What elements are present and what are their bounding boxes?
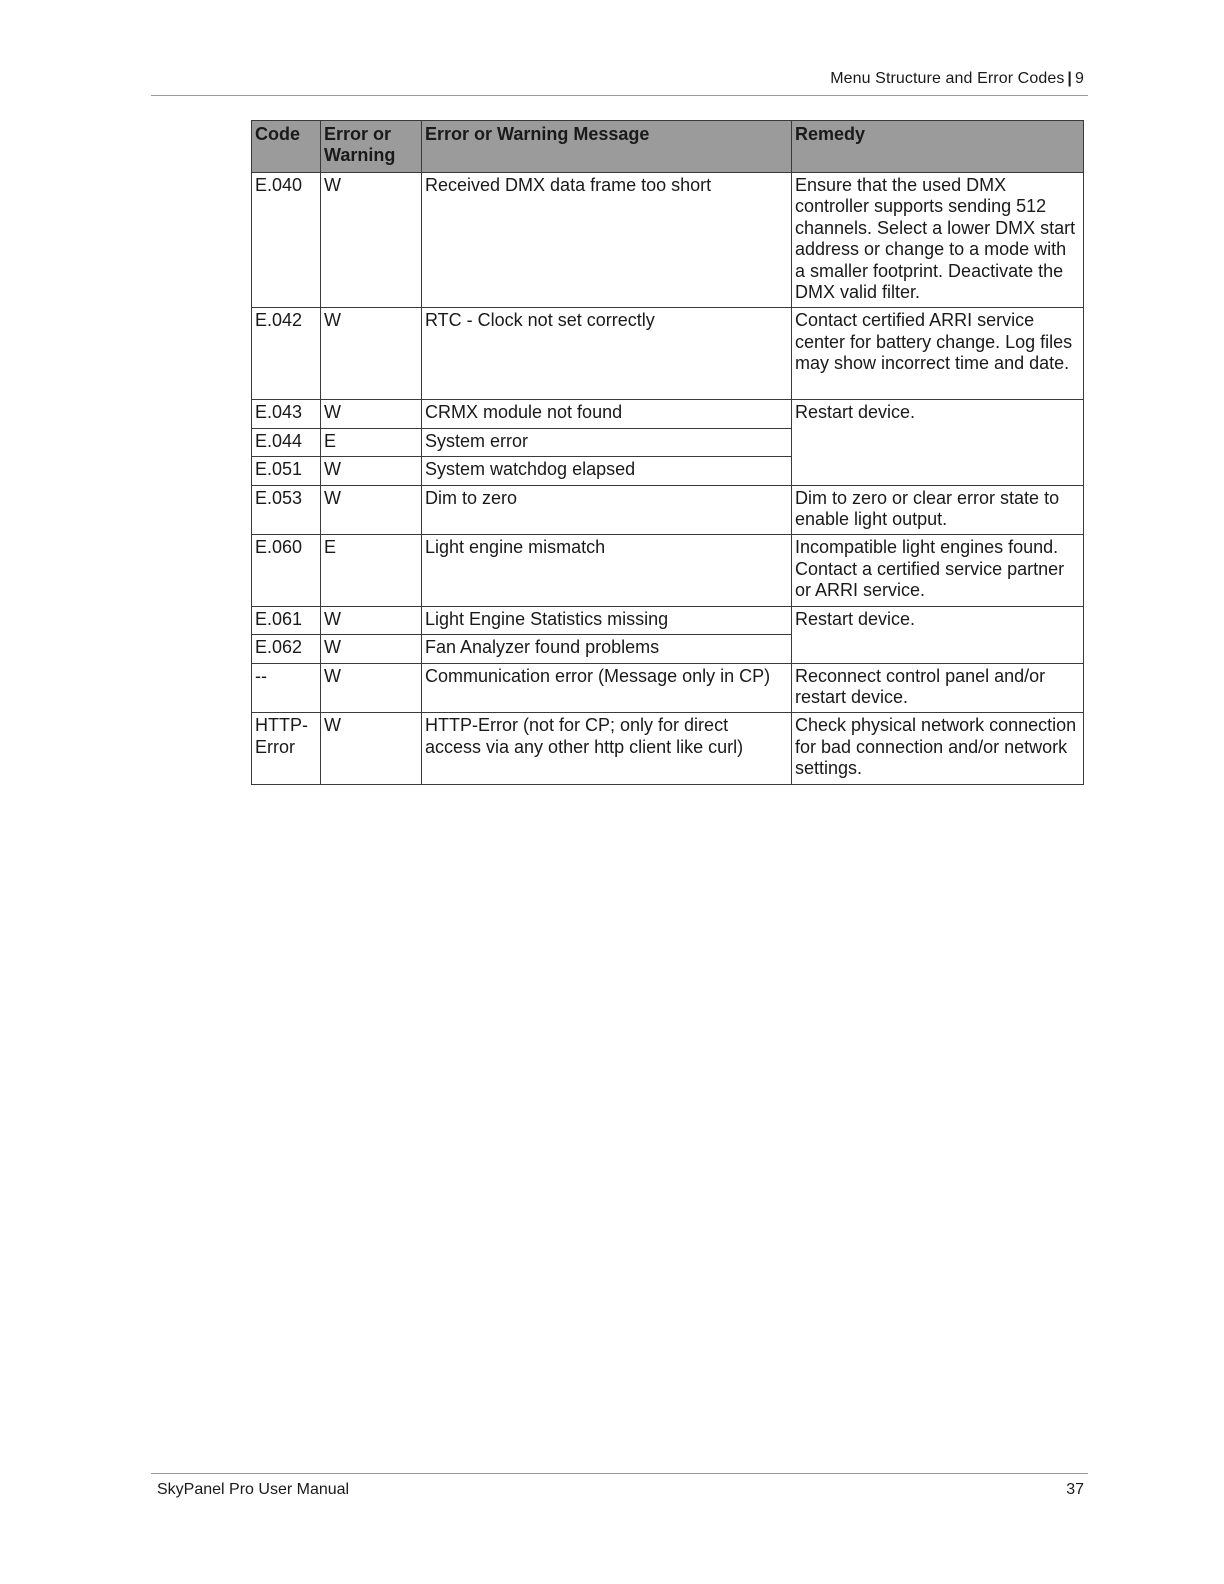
cell-code: E.040 xyxy=(252,173,321,308)
cell-remedy: Restart device. xyxy=(792,400,1084,485)
page-footer xyxy=(151,1473,1088,1504)
table-row xyxy=(252,485,1084,535)
manual-title: SkyPanel Pro User Manual xyxy=(157,1481,350,1498)
table-body xyxy=(252,173,1084,785)
cell-type: W xyxy=(321,606,422,634)
cell-code: E.062 xyxy=(252,635,321,663)
table-row xyxy=(252,663,1084,713)
cell-type: W xyxy=(321,457,422,485)
col-header-remedy: Remedy xyxy=(792,121,1084,173)
table-row xyxy=(252,606,1084,634)
cell-code: HTTP-Error xyxy=(252,713,321,784)
cell-code: E.042 xyxy=(252,308,321,400)
cell-type: W xyxy=(321,485,422,535)
cell-type: W xyxy=(321,713,422,784)
cell-message: Dim to zero xyxy=(422,485,792,535)
cell-remedy: Dim to zero or clear error state to enable light output. xyxy=(792,485,1084,535)
col-header-message: Error or Warning Message xyxy=(422,121,792,173)
cell-code: -- xyxy=(252,663,321,713)
cell-message: RTC - Clock not set correctly xyxy=(422,308,792,400)
page-number: 37 xyxy=(1066,1481,1084,1498)
header-text xyxy=(830,70,1084,88)
cell-message: CRMX module not found xyxy=(422,400,792,428)
cell-remedy: Incompatible light engines found. Contact a certified service partner or ARRI service. xyxy=(792,535,1084,606)
cell-code: E.043 xyxy=(252,400,321,428)
cell-type: W xyxy=(321,173,422,308)
cell-remedy: Restart device. xyxy=(792,606,1084,663)
chapter-number: 9 xyxy=(1075,70,1084,87)
cell-message: Communication error (Message only in CP) xyxy=(422,663,792,713)
cell-remedy: Reconnect control panel and/or restart device. xyxy=(792,663,1084,713)
cell-message: HTTP-Error (not for CP; only for direct access via any other http client like curl) xyxy=(422,713,792,784)
col-header-type: Error or Warning xyxy=(321,121,422,173)
cell-type: W xyxy=(321,635,422,663)
table-row xyxy=(252,308,1084,400)
error-codes-table xyxy=(251,120,1084,785)
table-row xyxy=(252,535,1084,606)
cell-code: E.044 xyxy=(252,428,321,456)
cell-message: Light engine mismatch xyxy=(422,535,792,606)
table-row xyxy=(252,713,1084,784)
cell-remedy: Contact certified ARRI service center for battery change. Log files may show incorrect time and date. xyxy=(792,308,1084,400)
table-row xyxy=(252,400,1084,428)
cell-message: Light Engine Statistics missing xyxy=(422,606,792,634)
cell-code: E.051 xyxy=(252,457,321,485)
cell-type: E xyxy=(321,428,422,456)
cell-message: Fan Analyzer found problems xyxy=(422,635,792,663)
section-title: Menu Structure and Error Codes xyxy=(830,70,1065,87)
cell-type: W xyxy=(321,308,422,400)
cell-type: W xyxy=(321,663,422,713)
cell-message: System watchdog elapsed xyxy=(422,457,792,485)
header-separator: | xyxy=(1067,70,1072,87)
cell-type: W xyxy=(321,400,422,428)
cell-remedy: Check physical network connection for bad connection and/or network settings. xyxy=(792,713,1084,784)
header-row xyxy=(252,121,1084,173)
cell-code: E.053 xyxy=(252,485,321,535)
col-header-code: Code xyxy=(252,121,321,173)
cell-message: Received DMX data frame too short xyxy=(422,173,792,308)
cell-type: E xyxy=(321,535,422,606)
cell-code: E.060 xyxy=(252,535,321,606)
table-row xyxy=(252,173,1084,308)
cell-code: E.061 xyxy=(252,606,321,634)
page-header xyxy=(151,68,1088,96)
cell-remedy: Ensure that the used DMX controller supports sending 512 channels. Select a lower DMX start address or change to a mode with a smaller footprint. Deactivate the DMX valid filter. xyxy=(792,173,1084,308)
table-header xyxy=(252,121,1084,173)
cell-message: System error xyxy=(422,428,792,456)
